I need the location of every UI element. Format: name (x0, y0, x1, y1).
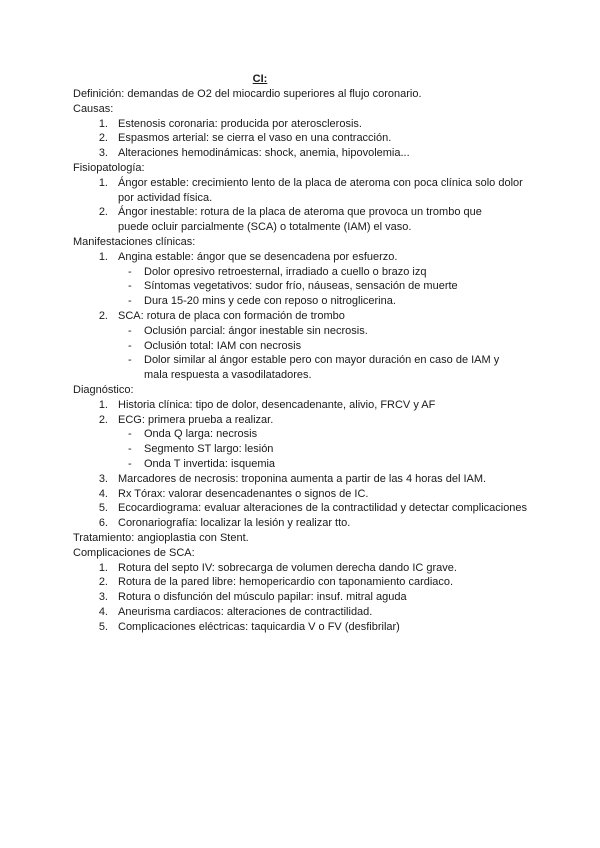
sublist-item: - Oclusión total: IAM con necrosis (128, 339, 302, 352)
page-title: CI: (252, 73, 268, 85)
list-item: 2. Rotura de la pared libre: hemopericardio con taponamiento cardiaco. (98, 576, 454, 589)
list-manifestaciones-cont (73, 309, 533, 324)
list-causas (73, 117, 533, 161)
list-item: 2. ECG: primera prueba a realizar. (98, 413, 274, 426)
section-heading-diagnostico: Diagnóstico: (73, 383, 134, 396)
sublist-item: - Dura 15-20 mins y cede con reposo o nitroglicerina. (128, 295, 396, 308)
list-item: 3. Rotura o disfunción del músculo papilar: insuf. mitral aguda (98, 591, 407, 604)
sublist-item: - Segmento ST largo: lesión (128, 443, 274, 456)
list-manifestaciones (73, 250, 533, 265)
section-heading-complicaciones: Complicaciones de SCA: (73, 546, 195, 559)
list-item: 3. Marcadores de necrosis: troponina aumenta a partir de las 4 horas del IAM. (98, 472, 487, 485)
list-diagnostico (73, 398, 533, 428)
sublist-ecg (73, 427, 533, 471)
list-item: 3. Alteraciones hemodinámicas: shock, anemia, hipovolemia... (98, 147, 410, 160)
list-item: 1. Historia clínica: tipo de dolor, desencadenante, alivio, FRCV y AF (98, 398, 436, 411)
section-heading-causas: Causas: (73, 102, 114, 115)
list-fisiopatologia (73, 176, 533, 235)
treatment-text: Tratamiento: angioplastia con Stent. (73, 531, 249, 544)
list-item: 1. Ángor estable: crecimiento lento de la placa de ateroma con poca clínica solo dolor por actividad física. (98, 176, 523, 204)
list-complicaciones (73, 561, 533, 635)
section-heading-fisiopatologia: Fisiopatología: (73, 161, 145, 174)
list-item: 2. SCA: rotura de placa con formación de trombo (98, 309, 345, 322)
sublist-item: - Síntomas vegetativos: sudor frío, náuseas, sensación de muerte (128, 280, 458, 293)
definition-text: Definición: demandas de O2 del miocardio superiores al flujo coronario. (73, 88, 422, 100)
list-item: 5. Ecocardiograma: evaluar alteraciones de la contractilidad y detectar complicaciones (98, 502, 528, 515)
sublist-item: - Dolor opresivo retroesternal, irradiado a cuello o brazo izq (128, 265, 427, 278)
list-item: 5. Complicaciones eléctricas: taquicardia V o FV (desfibrilar) (98, 620, 400, 633)
document-content (73, 72, 533, 634)
list-item: 2. Ángor inestable: rotura de la placa de ateroma que provoca un trombo que puede ocluir parcialmente (SCA) o totalmente (IAM) el vaso. (98, 206, 482, 234)
sublist-sca (73, 324, 533, 383)
list-item: 4. Rx Tórax: valorar desencadenantes o signos de IC. (98, 487, 369, 500)
list-item: 1. Angina estable: ángor que se desencadena por esfuerzo. (98, 250, 398, 263)
sublist-item: - Onda Q larga: necrosis (128, 428, 258, 441)
sublist-angina-estable (73, 265, 533, 309)
list-item: 2. Espasmos arterial: se cierra el vaso en una contracción. (98, 132, 392, 145)
list-item: 6. Coronariografía: localizar la lesión y realizar tto. (98, 517, 351, 530)
section-heading-manifestaciones: Manifestaciones clínicas: (73, 235, 196, 248)
list-item: 1. Estenosis coronaria: producida por aterosclerosis. (98, 117, 362, 130)
list-diagnostico-cont (73, 472, 533, 531)
list-item: 1. Rotura del septo IV: sobrecarga de volumen derecha dando IC grave. (98, 561, 457, 574)
sublist-item: - Onda T invertida: isquemia (128, 457, 276, 470)
sublist-item: - Oclusión parcial: ángor inestable sin necrosis. (128, 324, 368, 337)
list-item: 4. Aneurisma cardiacos: alteraciones de contractilidad. (98, 605, 373, 618)
sublist-item: - Dolor similar al ángor estable pero con mayor duración en caso de IAM y mala respuesta a vasodilatadores. (128, 354, 500, 382)
